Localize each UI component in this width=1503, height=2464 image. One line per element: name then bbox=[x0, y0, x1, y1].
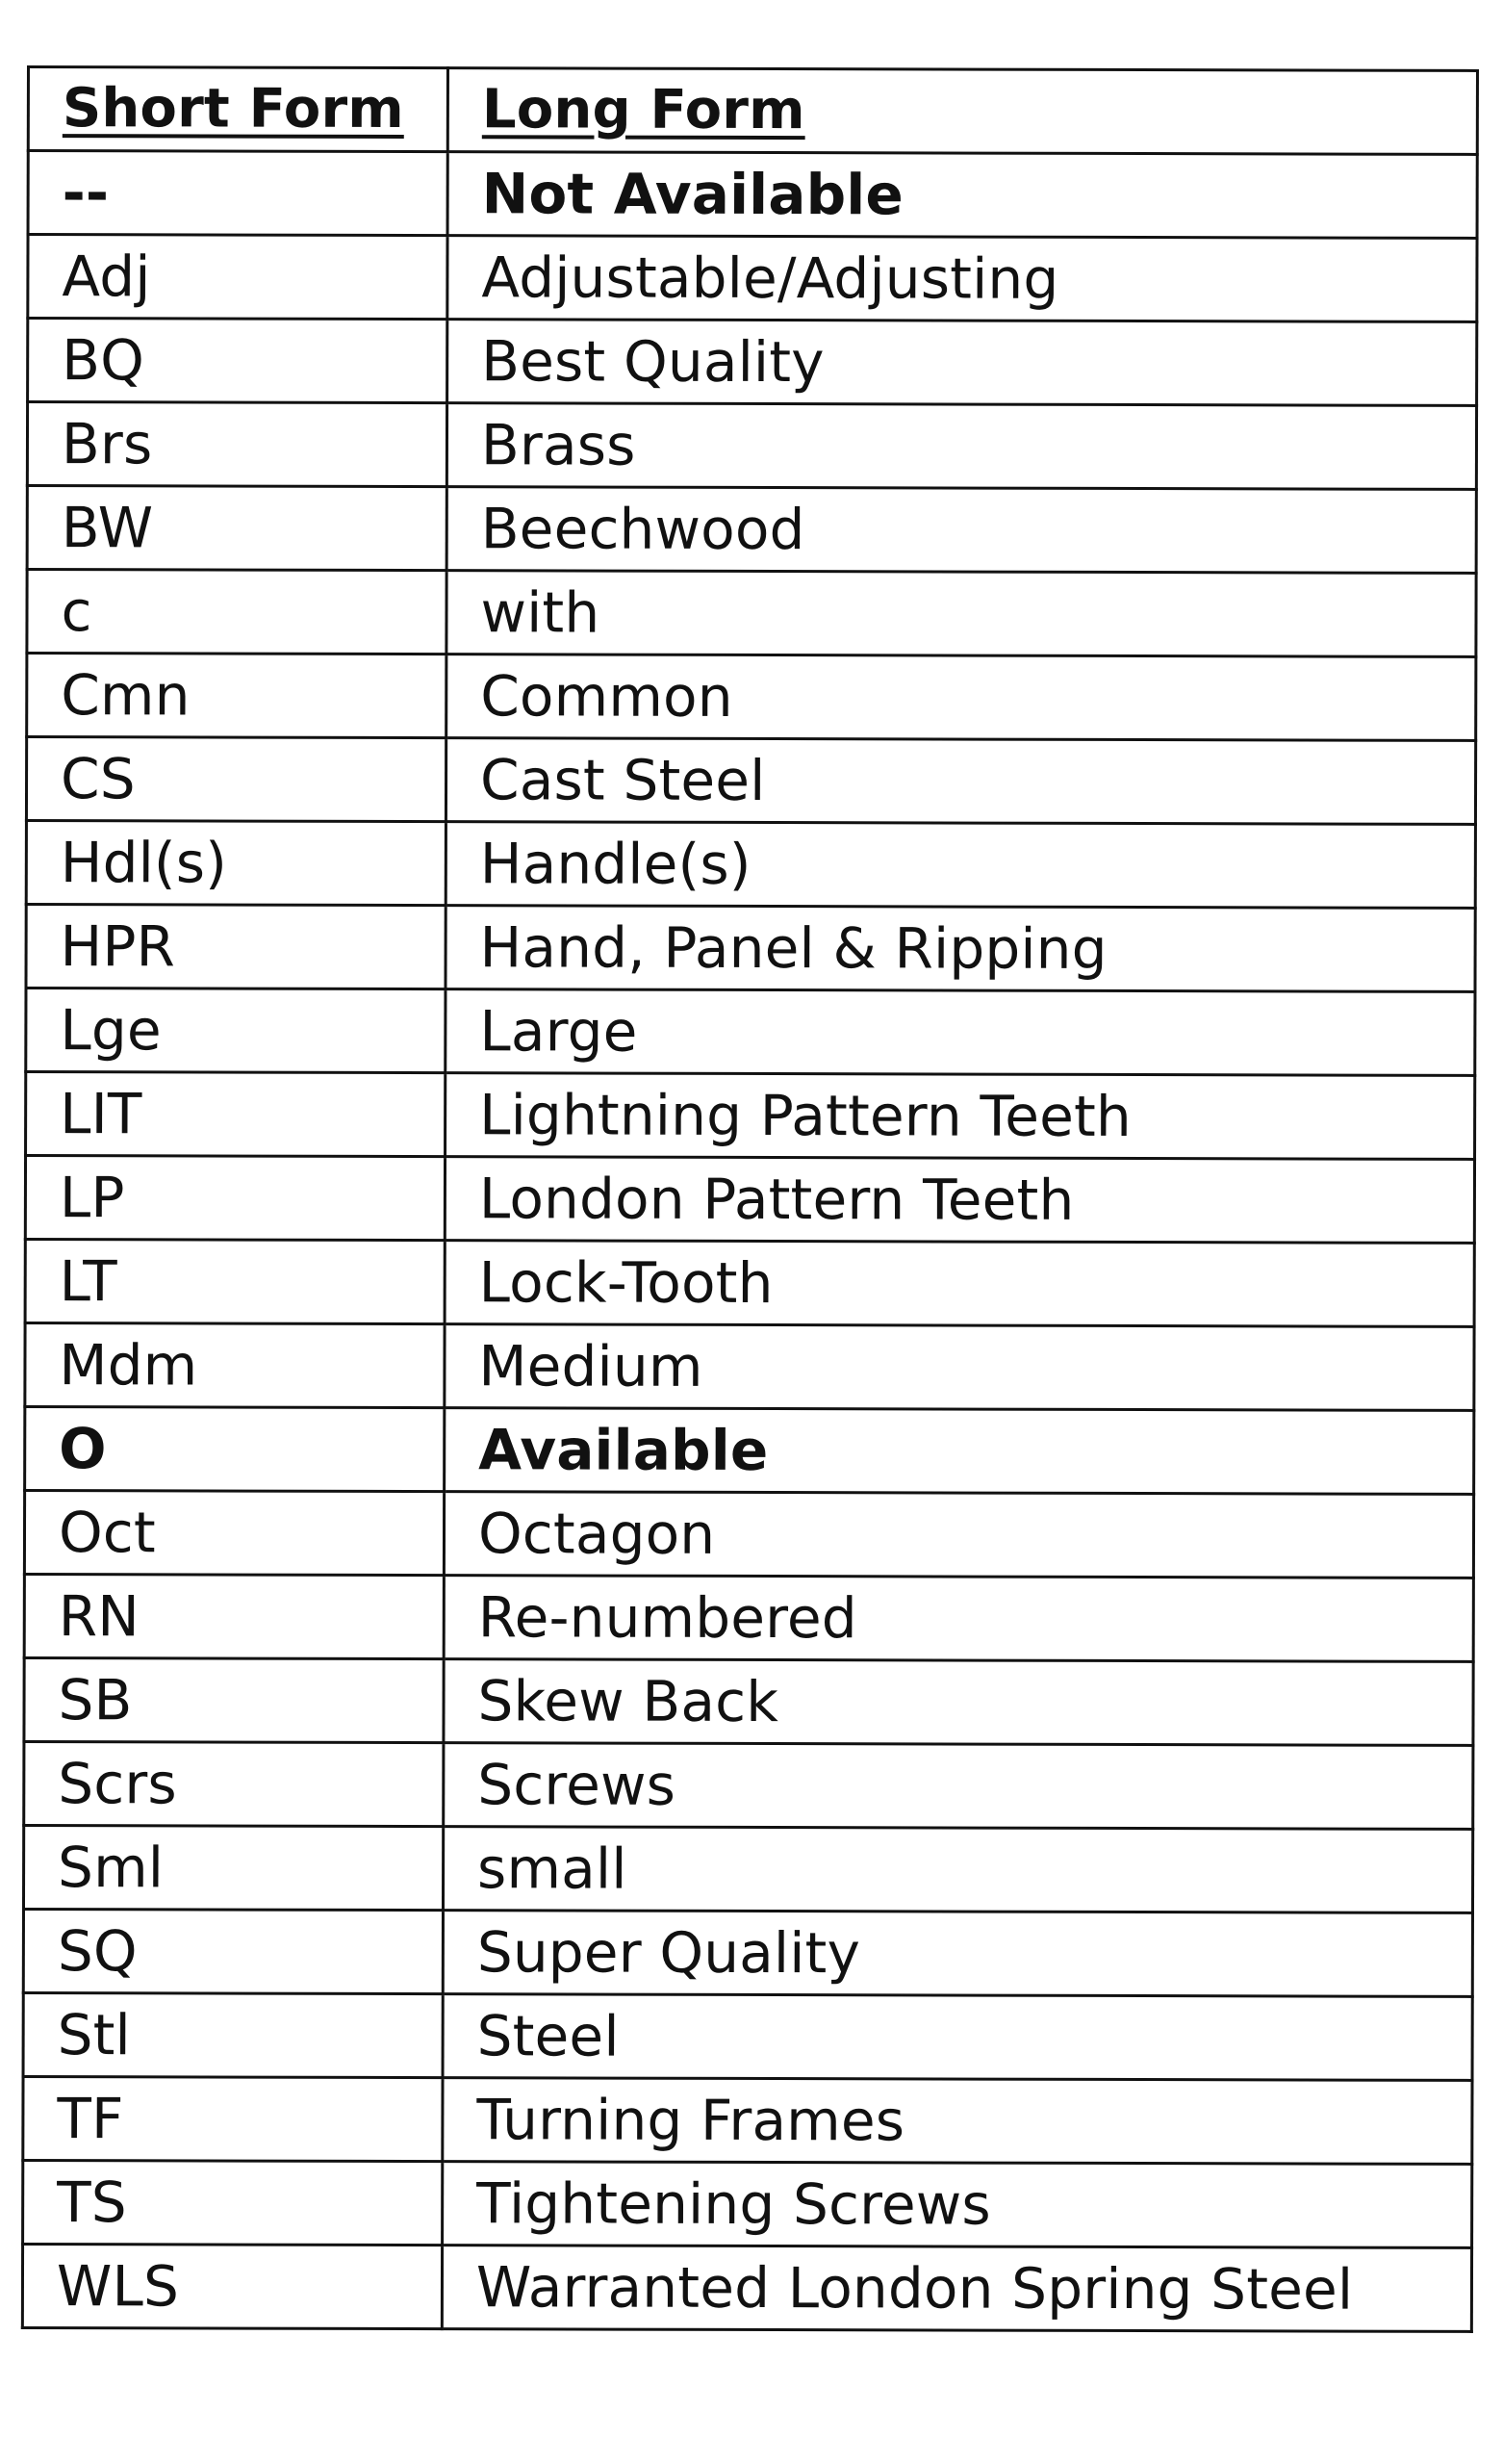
short-form-cell: Sml bbox=[23, 1825, 443, 1910]
table-row bbox=[28, 319, 1477, 406]
short-form-cell: LIT bbox=[26, 1072, 446, 1157]
long-form-cell: Lock-Tooth bbox=[445, 1241, 1474, 1327]
long-form-cell: small bbox=[443, 1827, 1472, 1913]
table-row bbox=[26, 988, 1475, 1076]
long-form-cell: Medium bbox=[445, 1324, 1474, 1411]
short-form-cell: -- bbox=[28, 151, 447, 236]
short-form-cell: Hdl(s) bbox=[26, 821, 446, 906]
table-row bbox=[23, 1825, 1472, 1912]
long-form-cell: Available bbox=[445, 1408, 1474, 1495]
long-form-cell: Common bbox=[446, 654, 1476, 741]
short-form-cell: TS bbox=[23, 2160, 443, 2245]
abbreviations-table-body bbox=[22, 67, 1477, 2332]
table-row bbox=[27, 486, 1476, 574]
table-row bbox=[27, 654, 1476, 741]
long-form-cell: Super Quality bbox=[443, 1911, 1472, 1997]
long-form-cell: Adjustable/Adjusting bbox=[447, 236, 1477, 322]
long-form-cell: Cast Steel bbox=[446, 738, 1475, 825]
short-form-cell: O bbox=[25, 1406, 445, 1491]
short-form-cell: Oct bbox=[24, 1490, 444, 1575]
table-row bbox=[23, 1992, 1472, 2080]
short-form-cell: BW bbox=[27, 486, 446, 571]
long-form-cell: Hand, Panel & Ripping bbox=[446, 906, 1475, 992]
table-row bbox=[22, 2244, 1471, 2331]
table-row bbox=[28, 151, 1477, 239]
table-row bbox=[23, 1909, 1472, 1996]
long-form-cell: Lightning Pattern Teeth bbox=[446, 1073, 1475, 1160]
table-row bbox=[27, 570, 1476, 657]
header-long-form: Long Form bbox=[447, 68, 1477, 155]
table-row bbox=[25, 1239, 1474, 1326]
short-form-cell: TF bbox=[23, 2076, 443, 2161]
long-form-cell: Handle(s) bbox=[446, 822, 1475, 909]
long-form-cell: Skew Back bbox=[444, 1659, 1473, 1746]
table-row bbox=[24, 1574, 1473, 1661]
long-form-cell: Re-numbered bbox=[444, 1576, 1473, 1662]
header-short-form: Short Form bbox=[28, 67, 447, 152]
table-row bbox=[25, 1322, 1474, 1410]
long-form-cell: Beechwood bbox=[446, 487, 1476, 574]
long-form-cell: Warranted London Spring Steel bbox=[442, 2246, 1471, 2332]
short-form-cell: SB bbox=[24, 1657, 444, 1742]
long-form-cell: Best Quality bbox=[447, 320, 1477, 406]
long-form-cell: Large bbox=[446, 989, 1475, 1076]
long-form-cell: Screws bbox=[444, 1743, 1473, 1830]
short-form-cell: LP bbox=[25, 1156, 445, 1241]
short-form-cell: Adj bbox=[28, 235, 447, 320]
short-form-cell: WLS bbox=[22, 2244, 442, 2328]
table-row bbox=[26, 905, 1475, 992]
long-form-cell: Tightening Screws bbox=[443, 2162, 1472, 2248]
long-form-cell: Turning Frames bbox=[443, 2078, 1472, 2165]
table-header-row bbox=[28, 67, 1477, 155]
short-form-cell: Lge bbox=[26, 988, 446, 1073]
table-row bbox=[27, 402, 1476, 490]
short-form-cell: Stl bbox=[23, 1992, 443, 2077]
short-form-cell: BQ bbox=[28, 319, 447, 403]
long-form-cell: Octagon bbox=[444, 1492, 1473, 1578]
long-form-cell: Steel bbox=[443, 1994, 1472, 2081]
long-form-cell: London Pattern Teeth bbox=[445, 1157, 1474, 1244]
long-form-cell: Not Available bbox=[447, 152, 1477, 239]
table-row bbox=[26, 1072, 1475, 1160]
table-row bbox=[23, 2076, 1472, 2164]
table-row bbox=[24, 1490, 1473, 1578]
table-row bbox=[25, 1156, 1474, 1244]
short-form-cell: SQ bbox=[23, 1909, 443, 1993]
short-form-cell: LT bbox=[25, 1239, 445, 1323]
short-form-cell: c bbox=[27, 570, 446, 654]
short-form-cell: CS bbox=[26, 737, 446, 822]
table-row bbox=[28, 235, 1477, 322]
short-form-cell: Mdm bbox=[25, 1322, 445, 1407]
short-form-cell: RN bbox=[24, 1574, 444, 1658]
long-form-cell: with bbox=[446, 571, 1476, 657]
table-row bbox=[26, 737, 1475, 825]
table-row bbox=[24, 1741, 1473, 1829]
short-form-cell: Brs bbox=[27, 402, 446, 487]
abbreviations-table bbox=[21, 65, 1479, 2333]
short-form-cell: Cmn bbox=[27, 654, 446, 738]
table-row bbox=[25, 1406, 1474, 1494]
short-form-cell: Scrs bbox=[24, 1741, 444, 1826]
long-form-cell: Brass bbox=[446, 403, 1476, 490]
table-row bbox=[24, 1657, 1473, 1745]
short-form-cell: HPR bbox=[26, 905, 446, 989]
table-row bbox=[23, 2160, 1472, 2247]
table-row bbox=[26, 821, 1475, 909]
